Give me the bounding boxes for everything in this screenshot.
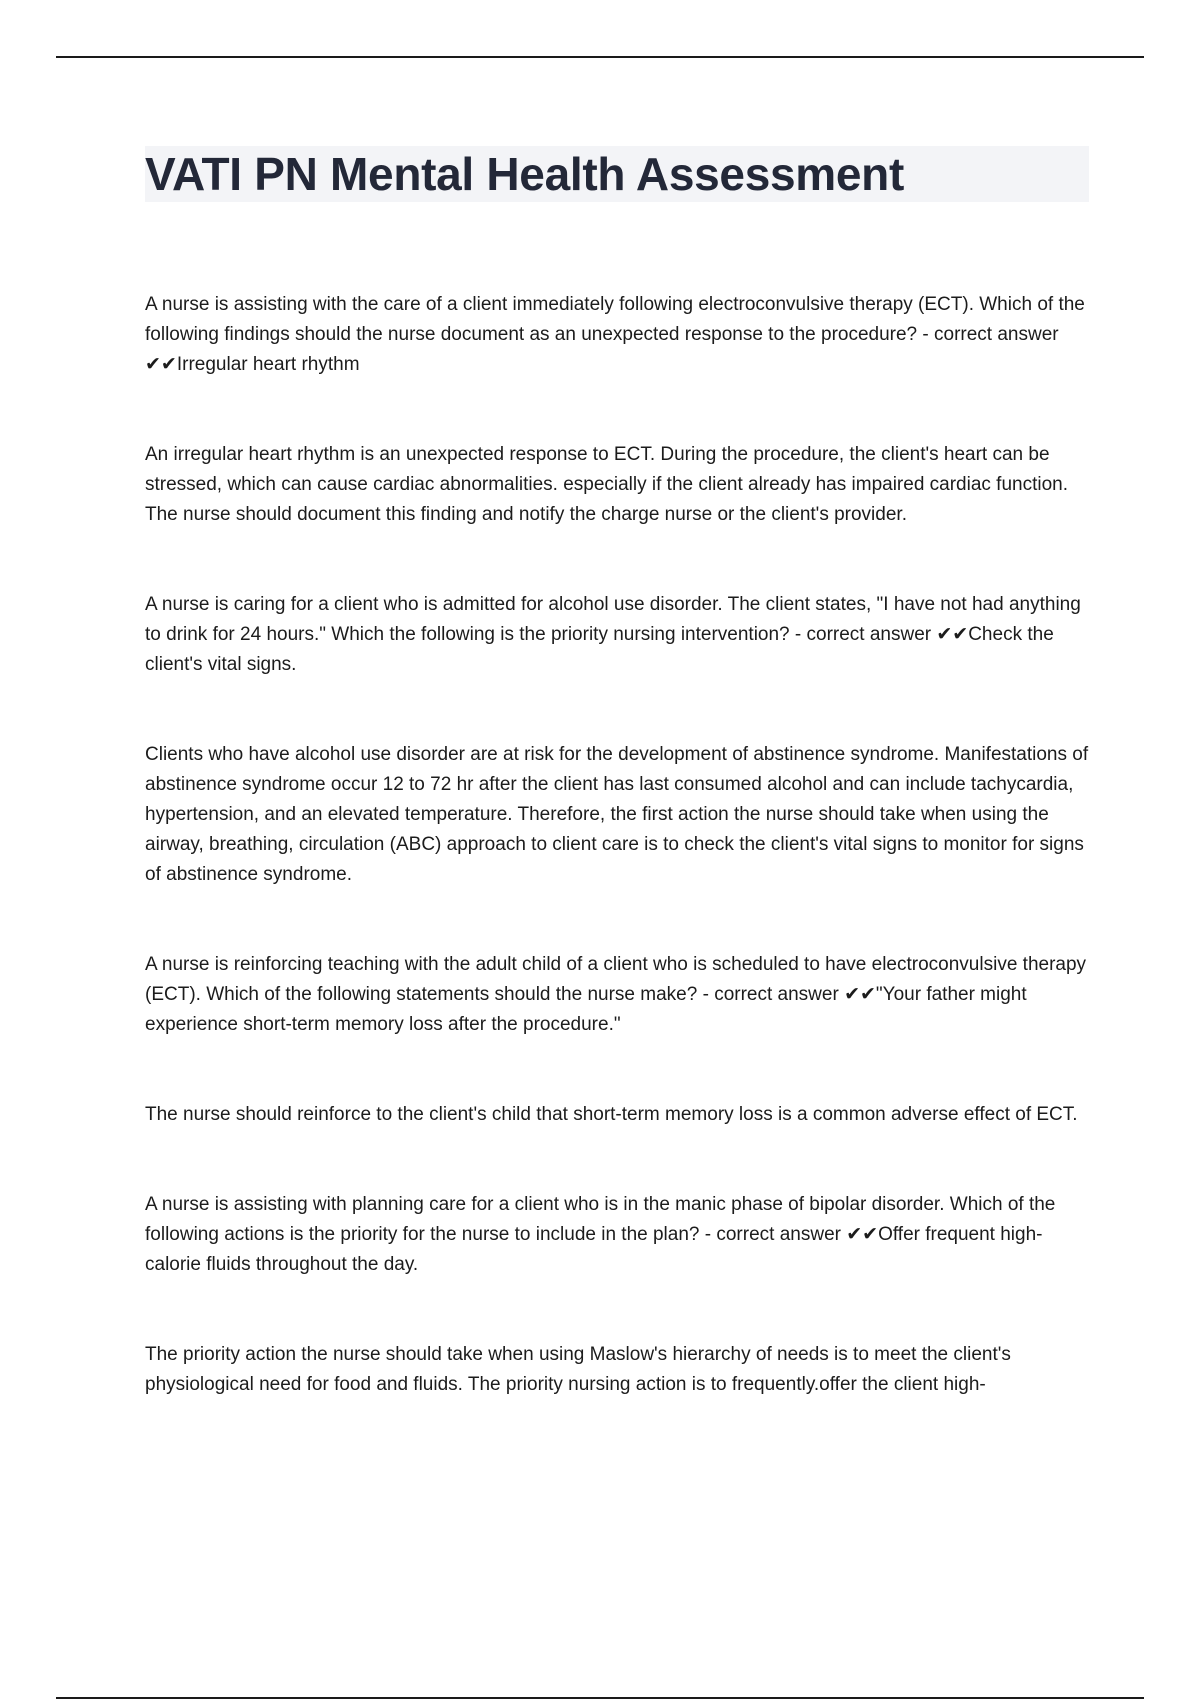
- question-paragraph: A nurse is assisting with planning care for a client who is in the manic phase of bipolar disorder. Which of the following actions is the priority for the nurse to include in the plan? - correct answer ✔✔Offer frequent high-calorie fluids throughout the day.: [145, 1194, 1056, 1275]
- document-body: [145, 290, 1090, 1460]
- question-paragraph: A nurse is caring for a client who is admitted for alcohol use disorder. The client states, "I have not had anything to drink for 24 hours." Which the following is the priority nursing intervention? - correct answer ✔✔Check the client's vital signs.: [145, 594, 1081, 675]
- rationale-paragraph: The priority action the nurse should take when using Maslow's hierarchy of needs is to meet the client's physiological need for food and fluids. The priority nursing action is to frequently.offer the client high-: [145, 1344, 1011, 1395]
- document-title: VATI PN Mental Health Assessment: [145, 148, 904, 200]
- rationale-paragraph: Clients who have alcohol use disorder are at risk for the development of abstinence syndrome. Manifestations of abstinence syndrome occur 12 to 72 hr after the client has last consumed alcohol and can include tachycardia, hypertension, and an elevated temperature. Therefore, the first action the nurse should take when using the airway, breathing, circulation (ABC) approach to client care is to check the client's vital signs to monitor for signs of abstinence syndrome.: [145, 744, 1089, 885]
- rationale-paragraph: The nurse should reinforce to the client's child that short-term memory loss is a common adverse effect of ECT.: [145, 1104, 1078, 1125]
- footer-rule: [56, 1697, 1144, 1699]
- question-paragraph: A nurse is assisting with the care of a client immediately following electroconvulsive therapy (ECT). Which of the following findings should the nurse document as an unexpected response to the procedure? - correct answer ✔✔Irregular heart rhythm: [145, 294, 1085, 375]
- title-band: [145, 146, 1089, 202]
- question-paragraph: A nurse is reinforcing teaching with the adult child of a client who is scheduled to have electroconvulsive therapy (ECT). Which of the following statements should the nurse make? - correct answer ✔✔"Your father might experience short-term memory loss after the procedure.": [145, 954, 1087, 1035]
- header-rule: [56, 56, 1144, 58]
- rationale-paragraph: An irregular heart rhythm is an unexpected response to ECT. During the procedure, the client's heart can be stressed, which can cause cardiac abnormalities. especially if the client already has impaired cardiac function. The nurse should document this finding and notify the charge nurse or the client's provider.: [145, 444, 1069, 525]
